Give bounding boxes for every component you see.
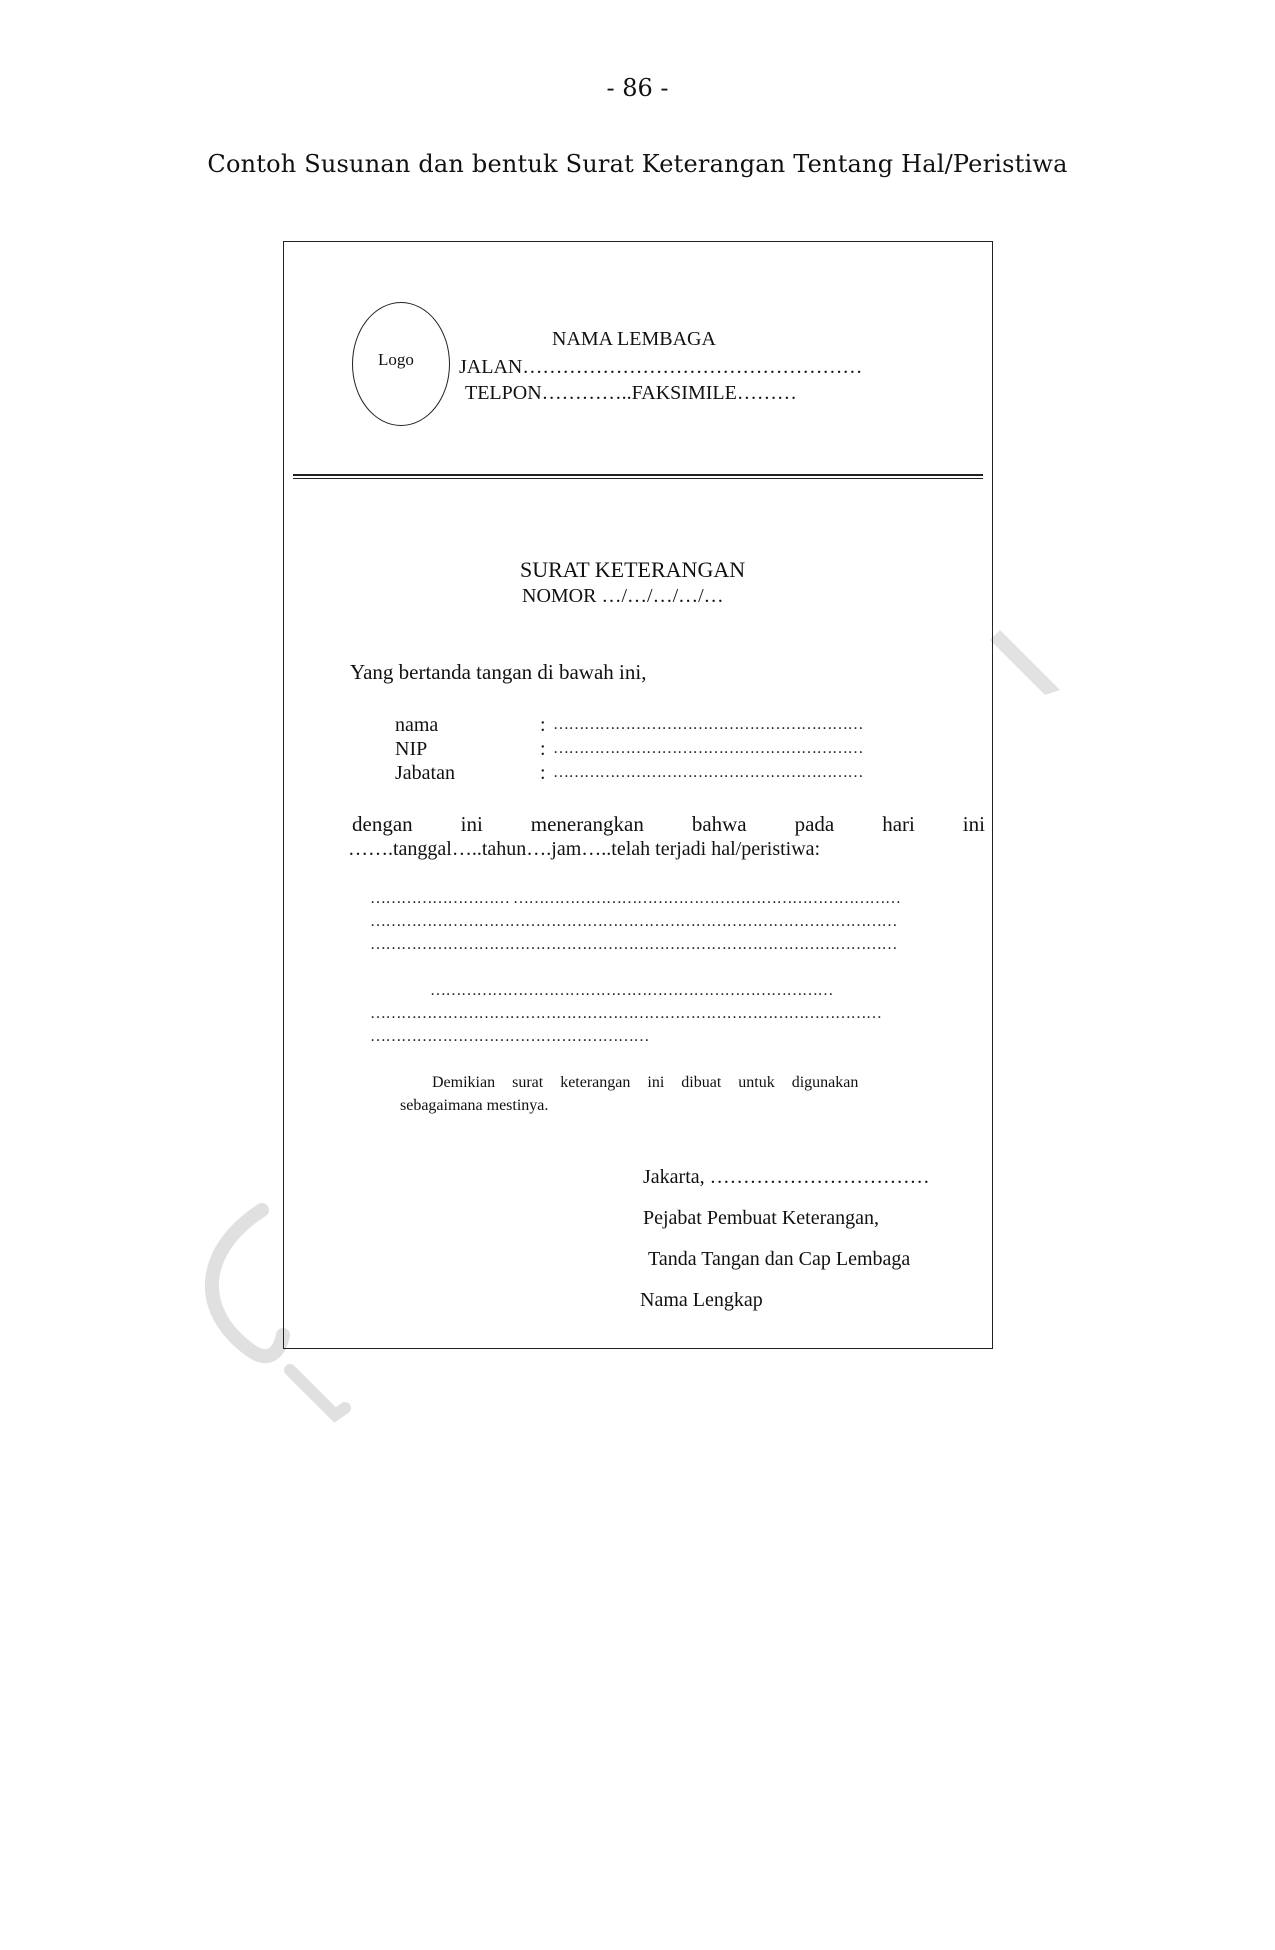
detail-line: …………………………………………………………………………………………	[370, 913, 897, 930]
closing-word: dibuat	[681, 1074, 722, 1091]
closing-word: untuk	[738, 1074, 775, 1091]
detail-line: ………………………………………………………………………………………	[370, 1005, 882, 1022]
letter-title: SURAT KETERANGAN	[520, 557, 746, 582]
letterhead-rule	[293, 474, 983, 476]
field-value-nama: ……………………………………………………	[553, 716, 863, 733]
field-label-nip: NIP	[395, 738, 428, 760]
detail-line: ……………………………………………………………………	[430, 982, 833, 999]
detail-line: ………………………………………………	[370, 1028, 649, 1045]
page-number: - 86 -	[606, 74, 669, 102]
field-value-nip: ……………………………………………………	[553, 740, 863, 757]
signature-stamp: Tanda Tangan dan Cap Lembaga	[648, 1248, 911, 1270]
statement-line-1	[352, 812, 985, 837]
closing-word: ini	[647, 1074, 665, 1091]
signature-role: Pejabat Pembuat Keterangan,	[643, 1207, 880, 1229]
statement-line-2: …….tanggal…..tahun….jam…..telah terjadi hal/peristiwa:	[348, 838, 821, 860]
signature-city-date: Jakarta, ……………………………	[643, 1166, 930, 1188]
org-name: NAMA LEMBAGA	[552, 328, 716, 350]
statement-word: hari	[882, 812, 915, 836]
field-colon: :	[540, 714, 546, 736]
statement-word: dengan	[352, 812, 413, 836]
closing-word: keterangan	[560, 1074, 631, 1091]
field-colon: :	[540, 762, 546, 784]
statement-word: menerangkan	[530, 812, 644, 836]
org-phone-fax: TELPON…………..FAKSIMILE………	[465, 382, 797, 404]
field-colon: :	[540, 738, 546, 760]
opening-sentence: Yang bertanda tangan di bawah ini,	[350, 660, 647, 684]
page-caption: Contoh Susunan dan bentuk Surat Keterangan Tentang Hal/Peristiwa	[207, 150, 1068, 178]
closing-line-2: sebagaimana mestinya.	[400, 1097, 549, 1114]
closing-word: digunakan	[791, 1074, 859, 1091]
org-address: JALAN……………………………………………	[459, 356, 863, 378]
letter-number: NOMOR …/…/…/…/…	[522, 585, 724, 607]
detail-line: ……………………… …………………………………………………………………	[370, 890, 901, 907]
field-label-jabatan: Jabatan	[395, 762, 455, 784]
statement-word: ini	[460, 812, 483, 836]
detail-line: …………………………………………………………………………………………	[370, 936, 897, 953]
field-label-nama: nama	[395, 714, 439, 736]
signature-name: Nama Lengkap	[640, 1289, 763, 1311]
letterhead-rule-thin	[293, 478, 983, 479]
field-value-jabatan: ……………………………………………………	[553, 764, 863, 781]
statement-word: pada	[794, 812, 835, 836]
closing-word: Demikian	[432, 1074, 496, 1091]
closing-line-1	[432, 1074, 858, 1092]
statement-word: bahwa	[691, 812, 747, 836]
closing-word: surat	[512, 1074, 544, 1091]
statement-word: ini	[962, 812, 985, 836]
logo-label: Logo	[378, 350, 414, 369]
